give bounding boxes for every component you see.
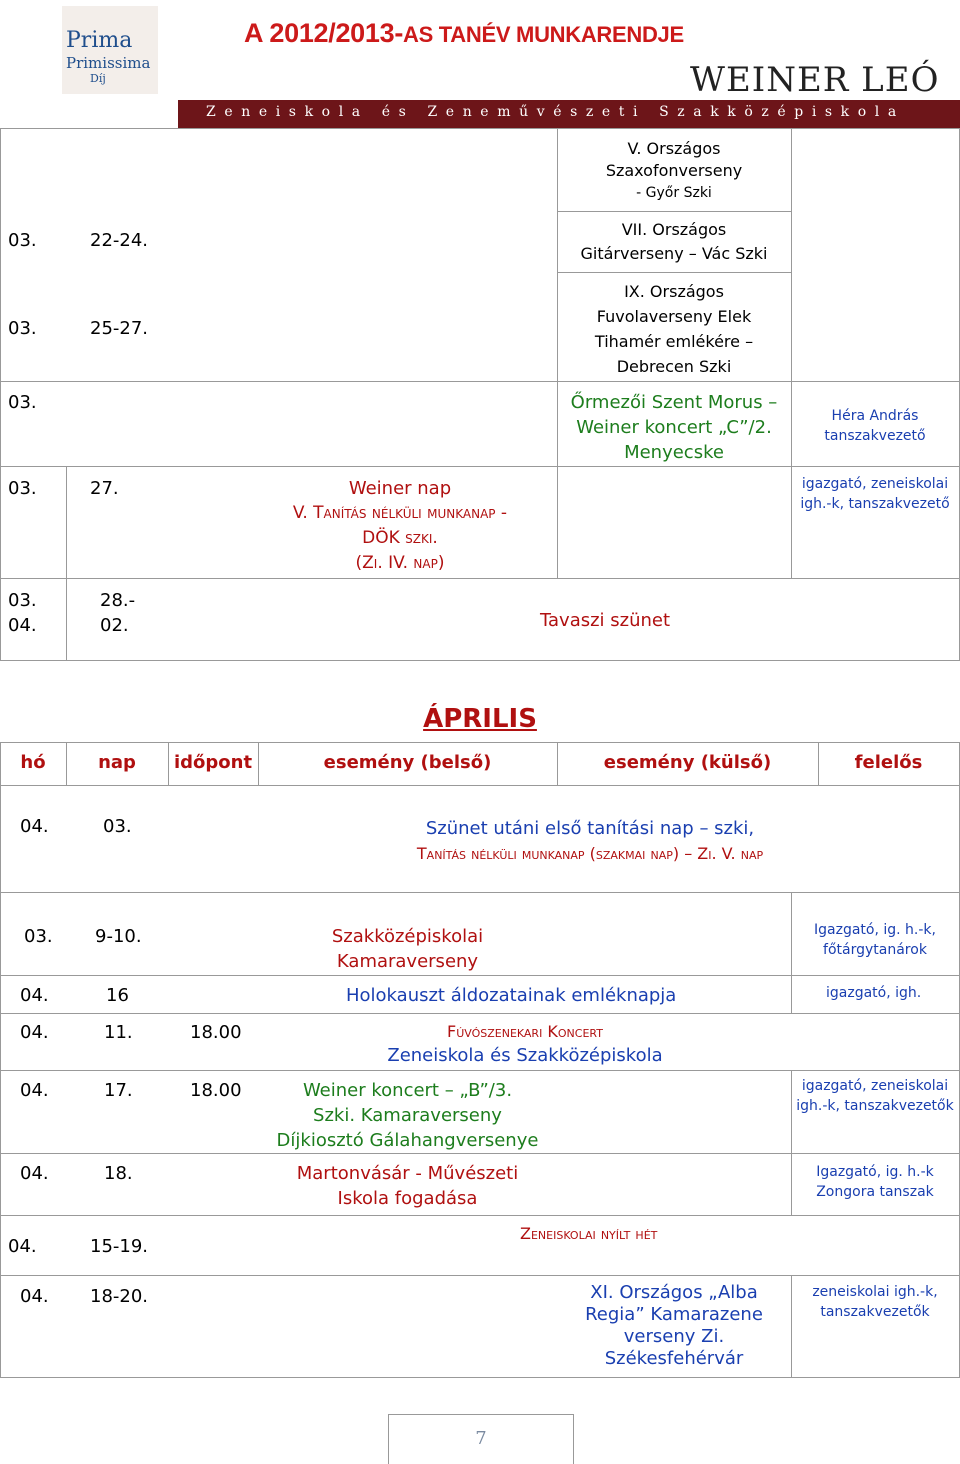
- event-martonvasar-reception: Martonvásár - Művészeti Iskola fogadása: [296, 1163, 519, 1209]
- time-cell: 18.00: [190, 1022, 242, 1043]
- month-cell: 03.: [8, 318, 37, 339]
- responsible-cell: Igazgató, ig. h.-k Zongora tanszak: [816, 1164, 934, 1200]
- month-cell: 04.: [20, 1163, 49, 1184]
- event-open-week: Zeneiskolai nyílt hét: [520, 1224, 658, 1243]
- dij-logo-text: Díj: [90, 72, 106, 85]
- column-header-external-event: esemény (külső): [603, 752, 772, 773]
- month-cell: 03.: [8, 230, 37, 251]
- responsible-cell: Igazgató, ig. h.-k, főtárgytanárok: [814, 922, 936, 958]
- month-cell: 03. 04.: [8, 590, 37, 636]
- month-cell: 04.: [20, 816, 49, 837]
- event-flute-competition: IX. Országos Fuvolaverseny Elek Tihamér emlékére – Debrecen Szki: [594, 282, 754, 376]
- month-cell: 04.: [20, 1080, 49, 1101]
- responsible-cell: igazgató, zeneiskolai igh.-k, tanszakvezető: [800, 476, 950, 512]
- event-weiner-concert-c2: Őrmezői Szent Morus – Weiner koncert „C”/2. Menyecske: [570, 392, 778, 463]
- column-header-time: időpont: [173, 752, 253, 773]
- page-title: A 2012/2013-AS TANÉV MUNKARENDJE: [244, 18, 684, 48]
- month-cell: 04.: [20, 985, 49, 1006]
- month-cell: 03.: [8, 478, 37, 499]
- event-holocaust-memorial: Holokauszt áldozatainak emléknapja: [346, 985, 677, 1006]
- day-cell: 17.: [104, 1080, 133, 1101]
- event-wind-band-concert: Fúvószenekari Koncert Zeneiskola és Szakközépiskola: [387, 1022, 663, 1066]
- column-header-internal-event: esemény (belső): [323, 752, 492, 773]
- day-cell: 16: [106, 985, 129, 1006]
- column-header-day: nap: [98, 752, 136, 773]
- event-saxophone-competition: V. Országos Szaxofonverseny - Győr Szki: [605, 139, 743, 201]
- event-spring-break: Tavaszi szünet: [540, 610, 671, 631]
- page-number: 7: [475, 1428, 487, 1449]
- month-cell: 03.: [8, 392, 37, 413]
- responsible-cell: igazgató, igh.: [826, 985, 922, 1001]
- time-cell: 18.00: [190, 1080, 242, 1101]
- responsible-cell: zeneiskolai igh.-k, tanszakvezetők: [812, 1284, 938, 1320]
- event-alba-regia-competition: XI. Országos „Alba Regia” Kamarazene verseny Zi. Székesfehérvár: [585, 1282, 763, 1369]
- day-cell: 15-19.: [90, 1236, 149, 1257]
- column-header-responsible: felelős: [854, 752, 923, 773]
- responsible-cell: igazgató, zeneiskolai igh.-k, tanszakvezetők: [796, 1078, 954, 1114]
- month-cell: 04.: [8, 1236, 37, 1257]
- day-cell: 25-27.: [90, 318, 149, 339]
- responsible-cell: Héra András tanszakvezető: [824, 408, 926, 444]
- event-weiner-concert-b3: Weiner koncert – „B”/3. Szki. Kamaraverseny Díjkiosztó Gálahangversenye: [276, 1080, 539, 1151]
- month-cell: 03.: [24, 926, 53, 947]
- event-weiner-day: Weiner nap V. Tanítás nélküli munkanap - DÖK szki. (Zi. IV. nap): [292, 478, 508, 573]
- day-cell: 11.: [104, 1022, 133, 1043]
- school-subtitle: Zeneiskola és Zeneművészeti Szakközépiskola: [206, 104, 905, 120]
- day-cell: 03.: [103, 816, 132, 837]
- day-cell: 22-24.: [90, 230, 149, 251]
- month-cell: 04.: [20, 1286, 49, 1307]
- day-cell: 9-10.: [95, 926, 142, 947]
- event-school-restart: Szünet utáni első tanítási nap – szki, Tanítás nélküli munkanap (szakmai nap) – Zi. V. nap: [416, 818, 764, 863]
- day-cell: 27.: [90, 478, 119, 499]
- day-cell: 18-20.: [90, 1286, 149, 1307]
- day-cell: 18.: [104, 1163, 133, 1184]
- month-cell: 04.: [20, 1022, 49, 1043]
- weiner-leo-logo: WEINER LEÓ: [690, 60, 940, 100]
- day-cell: 28.- 02.: [100, 590, 136, 636]
- event-guitar-competition: VII. Országos Gitárverseny – Vác Szki: [580, 220, 768, 263]
- month-title: ÁPRILIS: [423, 704, 537, 734]
- column-header-month: hó: [20, 752, 46, 773]
- prima-logo-text: Prima Primissima: [66, 28, 151, 72]
- event-chamber-competition: Szakközépiskolai Kamaraverseny: [331, 926, 484, 972]
